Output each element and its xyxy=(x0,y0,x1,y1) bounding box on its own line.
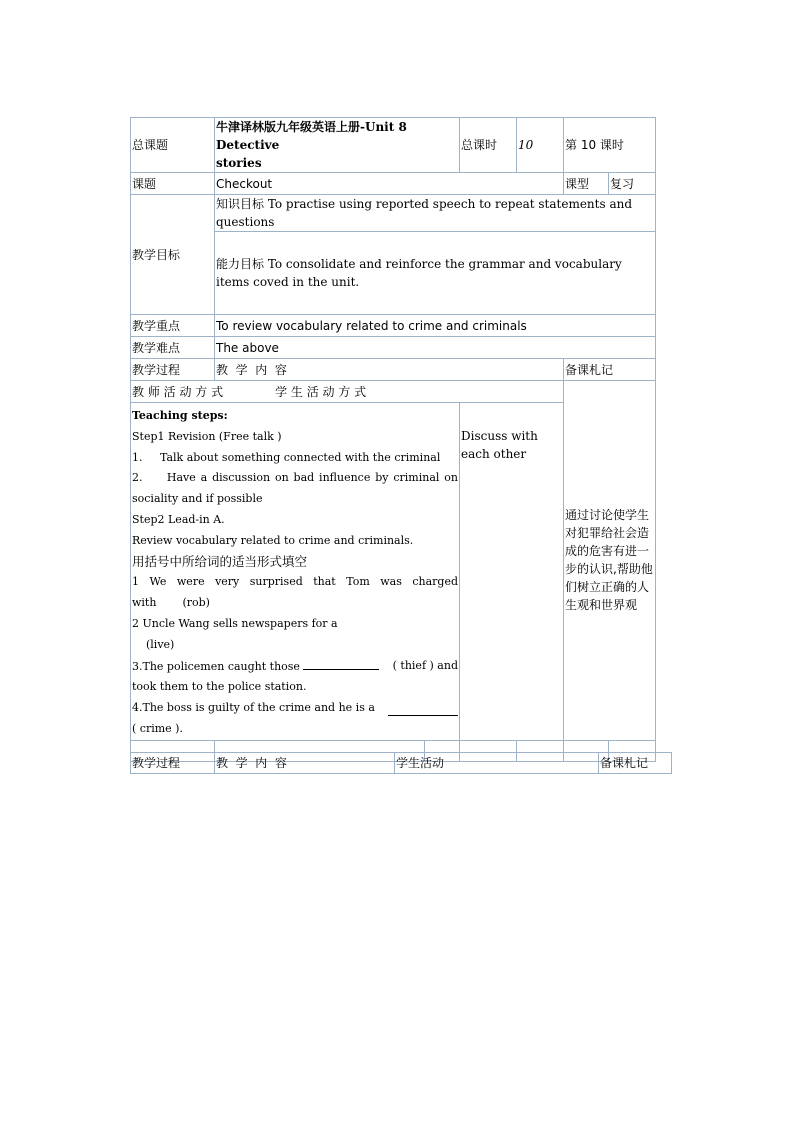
type-label: 课型 xyxy=(564,173,609,195)
question4-blank xyxy=(388,702,458,716)
question4-hint: ( crime ). xyxy=(132,721,183,735)
step2-review: Review vocabulary related to crime and criminals. xyxy=(132,533,414,547)
teacher-activity-label: 教 师 活 动 方 式 xyxy=(132,384,224,399)
total-hours-label: 总课时 xyxy=(460,118,517,173)
key-point-label: 教学重点 xyxy=(131,315,215,337)
question1-with: with xyxy=(132,596,157,610)
question1-hint: (rob) xyxy=(182,596,210,610)
difficulty-label: 教学难点 xyxy=(131,337,215,359)
lesson-notes: 通过讨论使学生对犯罪给社会造成的危害有进一步的认识,帮助他们树立正确的人生观和世界观 xyxy=(564,381,656,741)
lesson-number: 第 10 课时 xyxy=(564,118,656,173)
goals-label: 教学目标 xyxy=(131,195,215,315)
content-label-2: 教 学 内 容 xyxy=(215,753,395,774)
topic-value: Checkout xyxy=(215,173,564,195)
question3-hint: ( thief ) and xyxy=(392,658,458,672)
step1-item2-line2: sociality and if possible xyxy=(132,492,263,506)
total-hours-value: 10 xyxy=(517,118,564,173)
student-activity-label-2: 学生活动 xyxy=(395,753,599,774)
knowledge-goal: 知识目标 To practise using reported speech to repeat statements and questions xyxy=(215,195,656,232)
student-activity-text: Discuss with each other xyxy=(460,403,564,741)
question3-line1 xyxy=(132,656,458,678)
lesson-process-table xyxy=(130,752,672,774)
total-topic-value xyxy=(215,118,460,173)
ability-goal: 能力目标 To consolidate and reinforce the grammar and vocabulary items coved in the unit. xyxy=(215,232,656,315)
content-label: 教 学 内 容 xyxy=(215,359,564,381)
type-value: 复习 xyxy=(609,173,656,195)
question2-hint: (live) xyxy=(146,637,175,651)
notes-label: 备课札记 xyxy=(564,359,656,381)
total-topic-label: 总课题 xyxy=(131,118,215,173)
question1-line1: 1 We were very surprised that Tom was charged xyxy=(132,575,458,589)
total-topic-line1: 牛津译林版九年级英语上册-Unit 8 Detective xyxy=(216,120,407,152)
exercise-instruction: 用括号中所给词的适当形式填空 xyxy=(132,553,308,569)
question3-line2: took them to the police station. xyxy=(132,680,307,694)
topic-label: 课题 xyxy=(131,173,215,195)
question3-text: 3.The policemen caught those xyxy=(132,659,300,673)
activity-header xyxy=(131,381,564,403)
lesson-plan-table xyxy=(130,117,656,762)
step2-title: Step2 Lead-in A. xyxy=(132,512,225,526)
step1-title: Step1 Revision (Free talk ) xyxy=(132,429,282,443)
question4-text: 4.The boss is guilty of the crime and he is a xyxy=(132,701,375,715)
steps-heading: Teaching steps: xyxy=(132,409,228,422)
step1-item1: 1. Talk about something connected with the criminal xyxy=(132,450,441,464)
question1-line2 xyxy=(132,593,458,614)
question2-line1: 2 Uncle Wang sells newspapers for a xyxy=(132,616,338,630)
teaching-steps xyxy=(131,403,460,741)
student-activity-label: 学 生 活 动 方 式 xyxy=(275,384,367,399)
question3-blank xyxy=(303,656,379,670)
process-label: 教学过程 xyxy=(131,359,215,381)
difficulty-value: The above xyxy=(215,337,656,359)
total-topic-line2: stories xyxy=(216,156,262,170)
notes-label-2: 备课札记 xyxy=(599,753,672,774)
process-label-2: 教学过程 xyxy=(131,753,215,774)
key-point-value: To review vocabulary related to crime and criminals xyxy=(215,315,656,337)
question4-line1 xyxy=(132,698,458,719)
step1-item2-line1: 2. Have a discussion on bad influence by criminal on xyxy=(132,471,458,485)
